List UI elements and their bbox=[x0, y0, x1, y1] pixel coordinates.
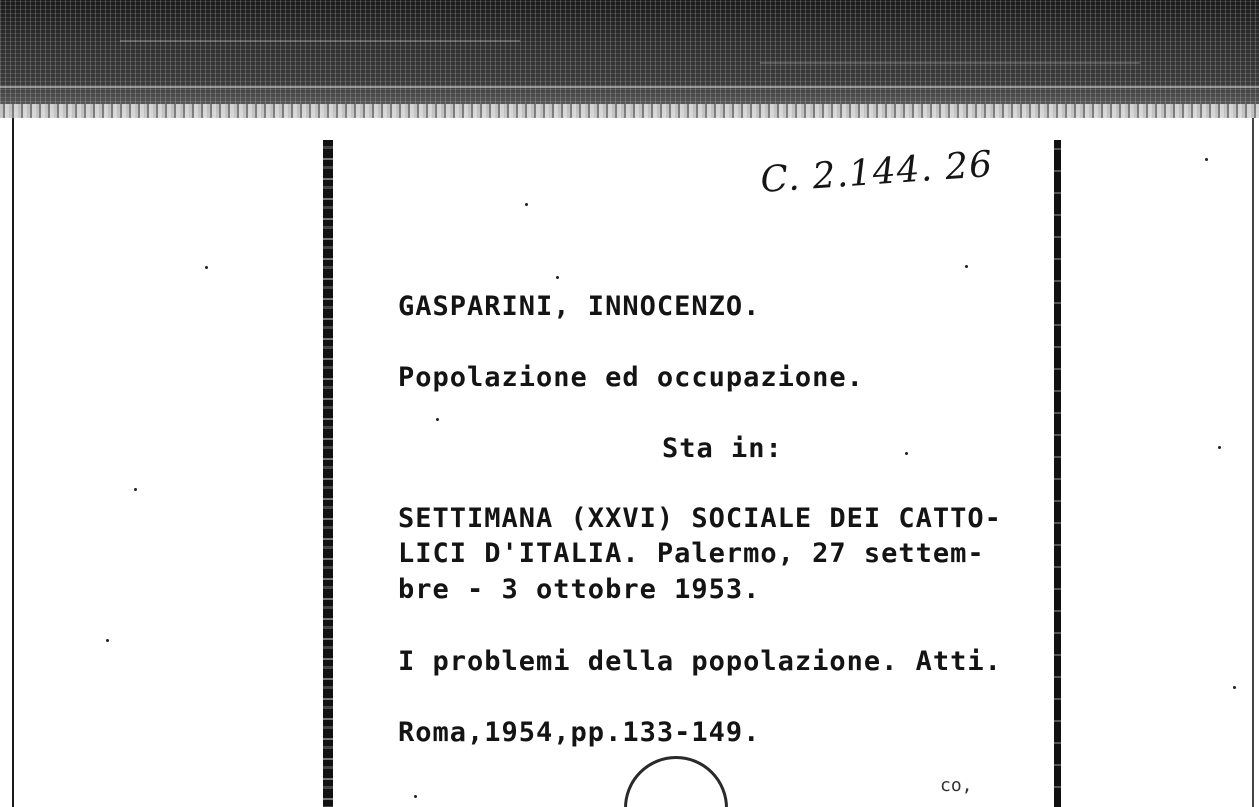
card-right-edge bbox=[1054, 140, 1061, 807]
in-label: Sta in: bbox=[662, 433, 783, 464]
speck bbox=[1218, 446, 1221, 449]
scanner-dark-band bbox=[0, 0, 1259, 118]
author-heading: GASPARINI, INNOCENZO. bbox=[398, 291, 761, 322]
handwritten-shelfmark: C. 2.144. 26 bbox=[759, 143, 995, 201]
article-title: Popolazione ed occupazione. bbox=[398, 362, 864, 393]
speck bbox=[414, 795, 417, 798]
speck bbox=[436, 418, 439, 421]
speck bbox=[205, 266, 208, 269]
speck bbox=[556, 276, 559, 279]
speck bbox=[1233, 686, 1236, 689]
left-frame-line bbox=[12, 118, 14, 807]
source-line-3: bre - 3 ottobre 1953. bbox=[398, 574, 761, 605]
catalog-card bbox=[333, 140, 1059, 807]
source-line-1: SETTIMANA (XXVI) SOCIALE DEI CATTO- bbox=[398, 503, 1002, 534]
speck bbox=[525, 203, 528, 206]
right-frame-line bbox=[1252, 118, 1254, 807]
speck bbox=[1205, 158, 1208, 161]
stamp-corner-mark: co, bbox=[940, 775, 973, 796]
speck bbox=[134, 488, 137, 491]
speck bbox=[965, 265, 968, 268]
source-line-2: LICI D'ITALIA. Palermo, 27 settem- bbox=[398, 538, 985, 569]
speck bbox=[106, 639, 109, 642]
scan-band-edge bbox=[0, 104, 1259, 118]
series-title: I problemi della popolazione. Atti. bbox=[398, 646, 1002, 677]
imprint: Roma,1954,pp.133-149. bbox=[398, 717, 761, 748]
speck bbox=[905, 452, 908, 455]
